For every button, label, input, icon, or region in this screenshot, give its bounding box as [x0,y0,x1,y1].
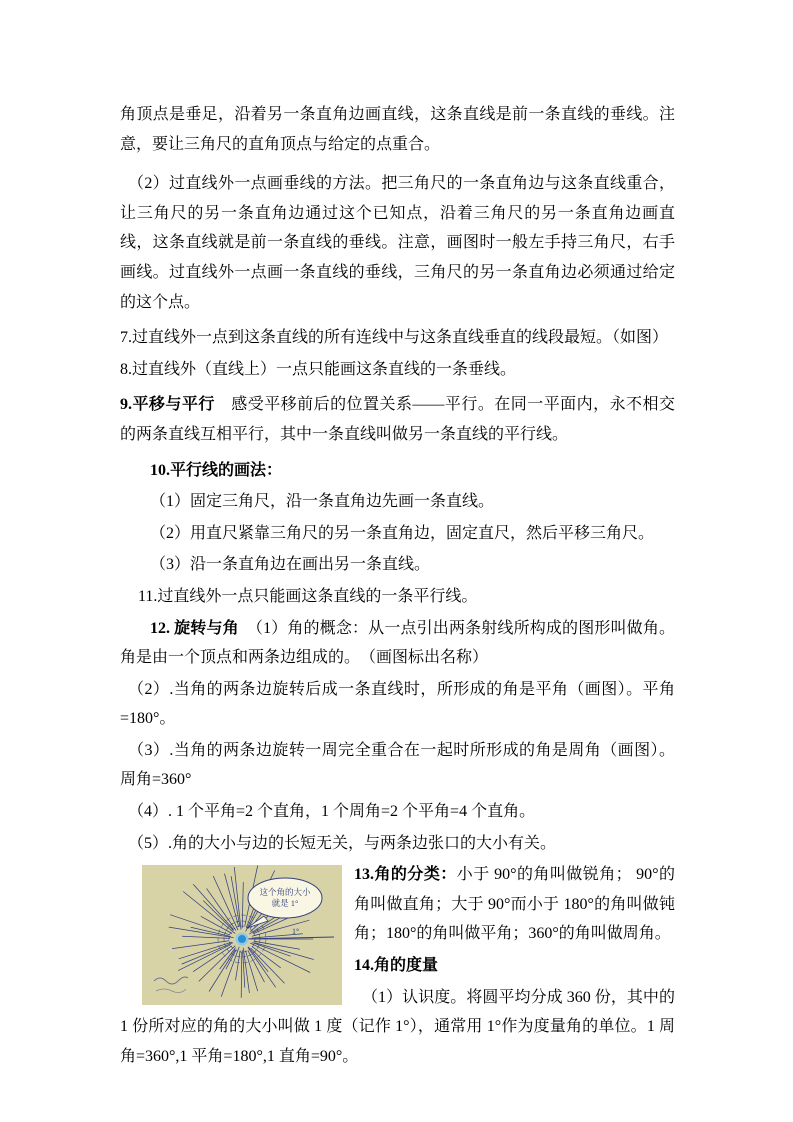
speech-bubble-text-line2: 就是 1° [271,898,299,909]
para-text: （2）用直尺紧靠三角尺的另一条直角边，固定直尺，然后平移三角尺。 [150,524,655,542]
para-text: （4）. 1 个平角=2 个直角，1 个周角=2 个平角=4 个直角。 [128,803,536,821]
para-text: （2）过直线外一点画垂线的方法。把三角尺的一条直角边与这条直线重合，让三角尺的另一条直角边通过这个已知点，沿着三角尺的另一条直角边画直线，这条直线就是前一条直线的垂线。注意，画图时一般左手持三角尺，右手画线。过直线外一点画一条直线的垂线，三角尺的另一条直角边必须通过给定的这个点。 [120,175,675,311]
para-text: 小于 90°的角叫做锐角； 90°的角叫做直角；大于 90°而小于 180°的角叫做钝角；180°的角叫做平角；360°的角叫做周角。 [354,866,675,943]
para-text: （5）.角的大小与边的长短无关，与两条边张口的大小有关。 [128,834,557,852]
angle-drawing-image [142,865,342,1005]
heading-angle-measurement: 14.角的度量 [354,957,439,975]
para-text: （1）角的概念：从一点引出两条射线所构成的图形叫做角。角是由一个顶点和两条边组成的。 （画图标出名称） [120,619,675,667]
para-translation-parallel [120,390,675,449]
angle-degree-label: 1° [292,927,300,937]
para-angle-equalities [120,797,675,827]
para-parallel-step-1 [120,487,675,517]
para-parallel-step-2 [120,519,675,549]
para-text: （2）.当角的两条边旋转后成一条直线时，所形成的角是平角（画图）。平角=180°。 [120,680,675,728]
heading-angle-classification: 13.角的分类： [354,866,457,884]
center-dot [238,935,246,943]
para-rotation-angle [120,614,675,673]
para-parallel-step-3 [120,550,675,580]
para-parallel-drawing-heading [120,456,675,486]
angle-fan-figure [142,865,342,1005]
para-rule-11 [120,582,675,612]
para-straight-angle [120,675,675,734]
para-draw-perpendicular-method [120,169,675,317]
para-round-angle [120,736,675,795]
para-angle-size-rule [120,829,675,859]
para-text: （3）.当角的两条边旋转一周完全重合在一起时所形成的角是周角（画图）。周角=360° [120,741,675,789]
para-text: （3）沿一条直角边在画出另一条直线。 [150,556,431,574]
para-perpendicular-continuation [120,100,675,159]
para-rule-8 [120,355,675,385]
para-text: 角顶点是垂足，沿着另一条直角边画直线，这条直线是前一条直线的垂线。注意，要让三角尺的直角顶点与给定的点重合。 [120,106,675,153]
para-text: 7.过直线外一点到这条直线的所有连线中与这条直线垂直的线段最短。（如图） [120,329,669,347]
para-text: （1）固定三角尺，沿一条直角边先画一条直线。 [150,493,495,511]
para-rule-7 [120,323,675,353]
heading-translation-parallel: 9.平移与平行 [120,396,215,414]
heading-rotation-angle: 12. 旋转与角 [150,619,239,637]
para-text: 8.过直线外（直线上）一点只能画这条直线的一条垂线。 [120,360,517,378]
para-text: 11.过直线外一点只能画这条直线的一条平行线。 [138,587,478,605]
para-text: （1）认识度。将圆平均分成 360 份，其中的 1 份所对应的角的大小叫做 1 度（记作 1°），通常用 1°作为度量角的单位。1 周角=360°,1 平角=180°,1 直角=90°。 [120,988,675,1065]
speech-bubble-text-line1: 这个角的大小 [259,887,311,898]
para-text: 感受平移前后的位置关系——平行。在同一平面内，永不相交的两条直线互相平行，其中一条直线叫做另一条直线的平行线。 [120,396,675,443]
heading-parallel-drawing: 10.平行线的画法： [150,461,283,479]
figure-block [120,860,675,1073]
